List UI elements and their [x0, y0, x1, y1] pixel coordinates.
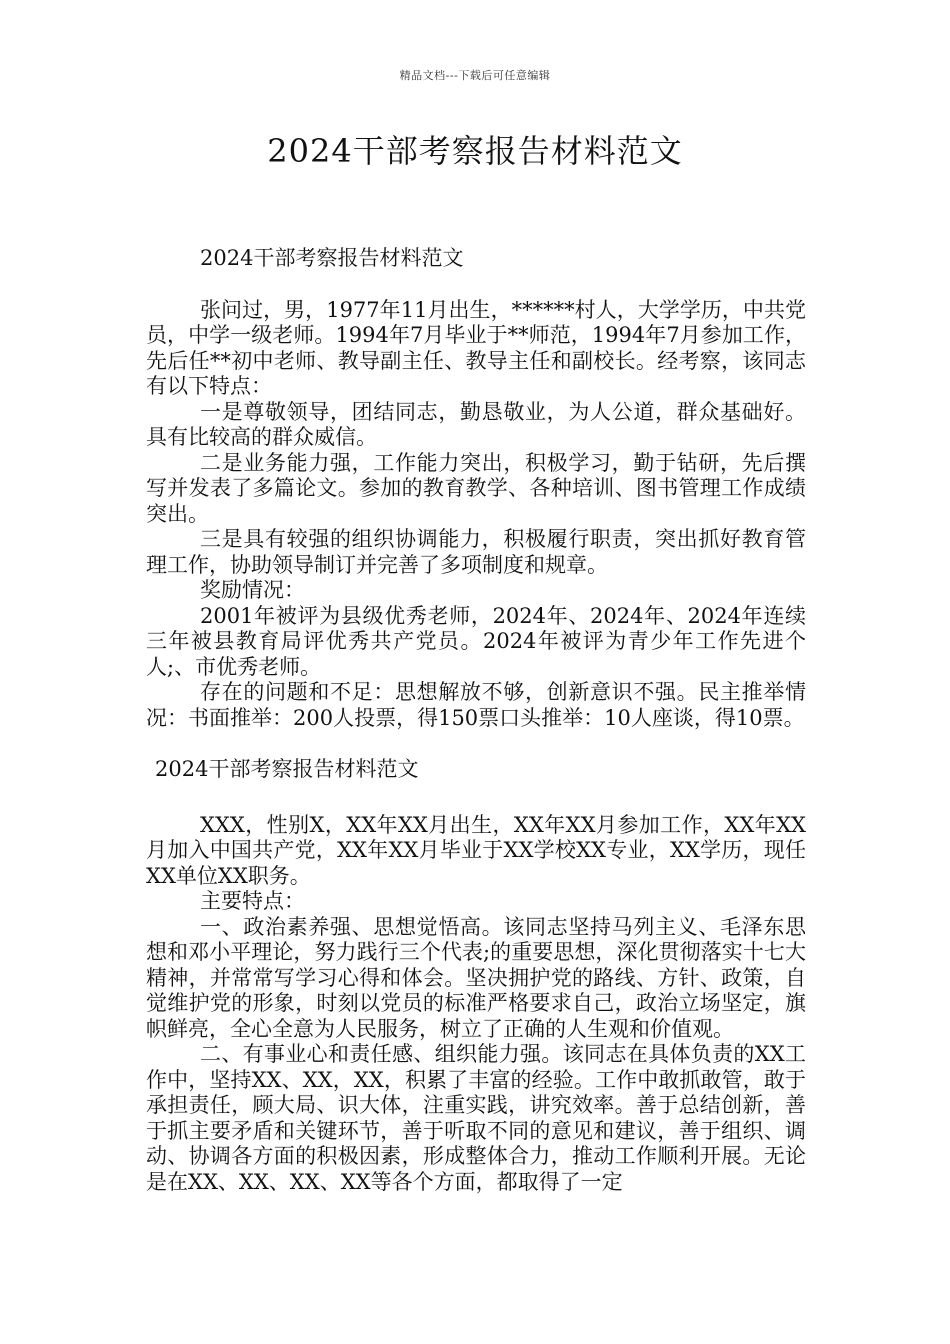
- paragraph: 张问过，男，1977年11月出生，******村人，大学学历，中共党员，中学一级老师。1994年7月毕业于**师范，1994年7月参加工作，先后任**初中老师、教导副主任、教导主任和副校长。经考察，该同志有以下特点：: [146, 297, 806, 398]
- document-title: 2024干部考察报告材料范文: [267, 132, 683, 170]
- paragraph: 2001年被评为县级优秀老师，2024年、2024年、2024年连续三年被县教育局评优秀共产党员。2024年被评为青少年工作先进个人;、市优秀老师。: [146, 603, 806, 679]
- section-1-title: 2024干部考察报告材料范文: [200, 246, 464, 270]
- header-note: 精品文档---下载后可任意编辑: [399, 69, 551, 82]
- paragraph: 存在的问题和不足：思想解放不够，创新意识不强。民主推举情况：书面推举：200人投票，得150票口头推举：10人座谈，得10票。: [146, 680, 806, 730]
- paragraph: 奖励情况：: [200, 578, 305, 602]
- document-body: [146, 246, 806, 1195]
- section-2-title: 2024干部考察报告材料范文: [155, 757, 419, 781]
- paragraph: 三是具有较强的组织协调能力，积极履行职责，突出抓好教育管理工作，协助领导制订并完善了多项制度和规章。: [146, 527, 806, 577]
- paragraph: 一是尊敬领导，团结同志，勤恳敬业，为人公道，群众基础好。具有比较高的群众威信。: [146, 399, 806, 449]
- spacer: [146, 731, 806, 757]
- spacer: [146, 783, 806, 813]
- paragraph: 二、有事业心和责任感、组织能力强。该同志在具体负责的XX工作中，坚持XX、XX，XX，积累了丰富的经验。工作中敢抓敢管，敢于承担责任，顾大局、识大体，注重实践，讲究效率。善于总结创新，善于抓主要矛盾和关键环节，善于听取不同的意见和建议，善于组织、调动、协调各方面的积极因素，形成整体合力，推动工作顺利开展。无论是在XX、XX、XX、XX等各个方面，都取得了一定: [146, 1042, 806, 1194]
- paragraph: 主要特点：: [200, 889, 305, 913]
- paragraph: 一、政治素养强、思想觉悟高。该同志坚持马列主义、毛泽东思想和邓小平理论，努力践行三个代表;的重要思想，深化贯彻落实十七大精神，并常常写学习心得和体会。坚决拥护党的路线、方针、政策，自觉维护党的形象，时刻以党员的标准严格要求自己，政治立场坚定，旗帜鲜亮，全心全意为人民服务，树立了正确的人生观和价值观。: [146, 914, 806, 1041]
- paragraph: 二是业务能力强，工作能力突出，积极学习，勤于钻研，先后撰写并发表了多篇论文。参加的教育教学、各种培训、图书管理工作成绩突出。: [146, 450, 806, 526]
- paragraph: XXX，性别X，XX年XX月出生，XX年XX月参加工作，XX年XX月加入中国共产党，XX年XX月毕业于XX学校XX专业，XX学历，现任XX单位XX职务。: [146, 812, 806, 888]
- spacer: [146, 272, 806, 298]
